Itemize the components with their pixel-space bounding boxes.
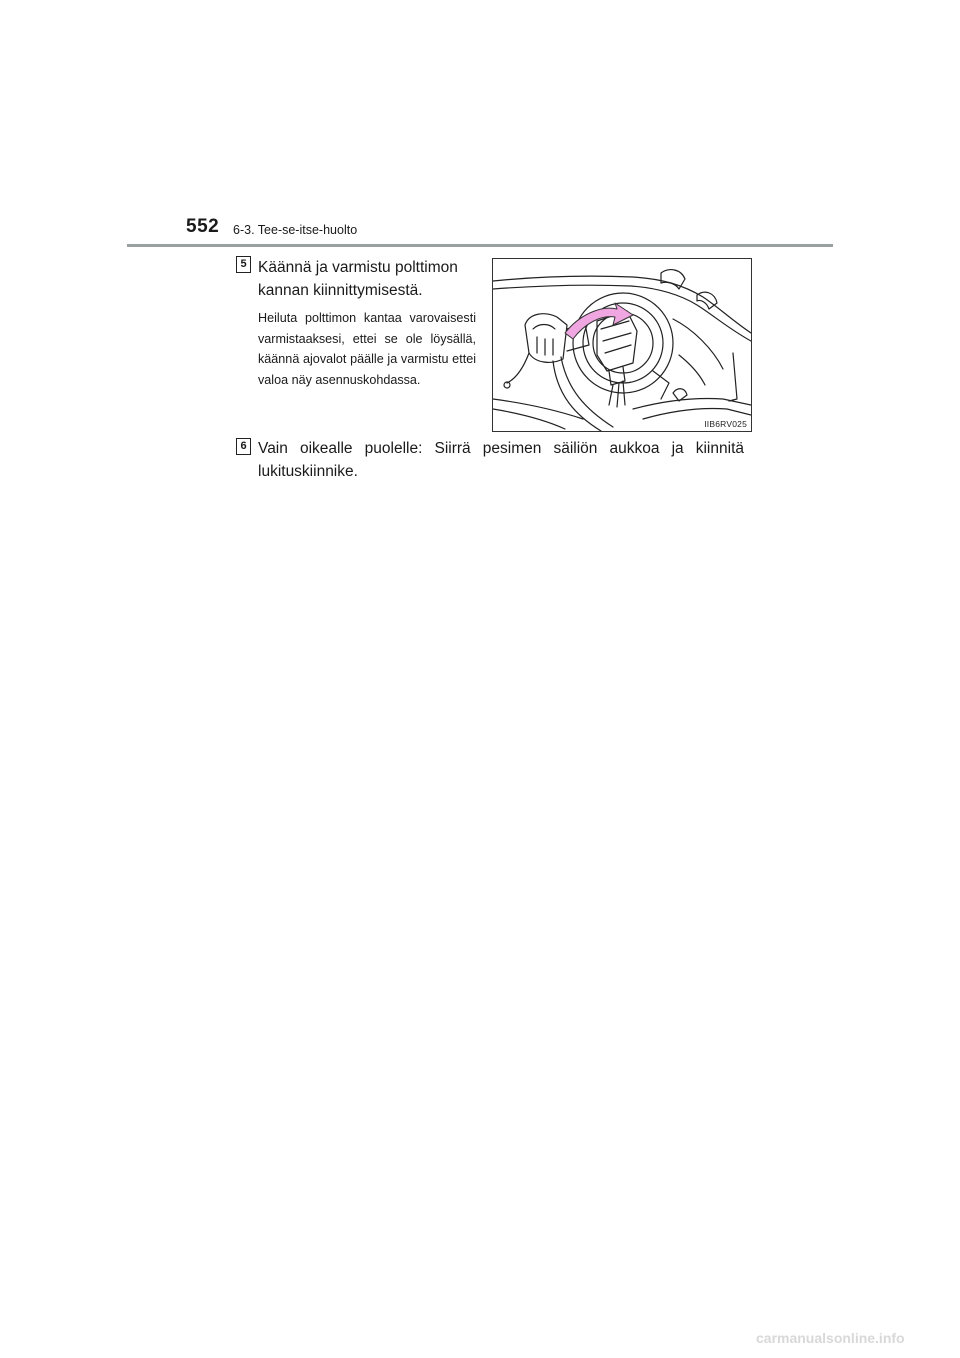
header-rule bbox=[127, 244, 833, 247]
bulb-socket-figure bbox=[492, 258, 752, 432]
step-6-badge: 6 bbox=[236, 438, 251, 455]
bulb-socket-rotate-illustration-icon bbox=[493, 259, 751, 431]
step-5-title: Käännä ja varmistu polttimon kannan kiinnittymisestä. bbox=[258, 259, 458, 299]
step-6-text: Vain oikealle puolelle: Siirrä pesimen säiliön aukkoa ja kiinnitä lukituskiinnike. bbox=[258, 440, 744, 480]
page-number: 552 bbox=[186, 216, 220, 237]
step-5-note: Heiluta polttimon kantaa varovaisesti varmistaaksesi, ettei se ole löysällä, käännä ajovalot päälle ja varmistu ettei valoa näy asennuskohdassa. bbox=[258, 311, 476, 387]
step-5-badge: 5 bbox=[236, 256, 251, 273]
figure-code: IIB6RV025 bbox=[704, 419, 747, 429]
section-title: 6-3. Tee-se-itse-huolto bbox=[233, 223, 358, 237]
watermark: carmanualsonline.info bbox=[756, 1330, 905, 1346]
